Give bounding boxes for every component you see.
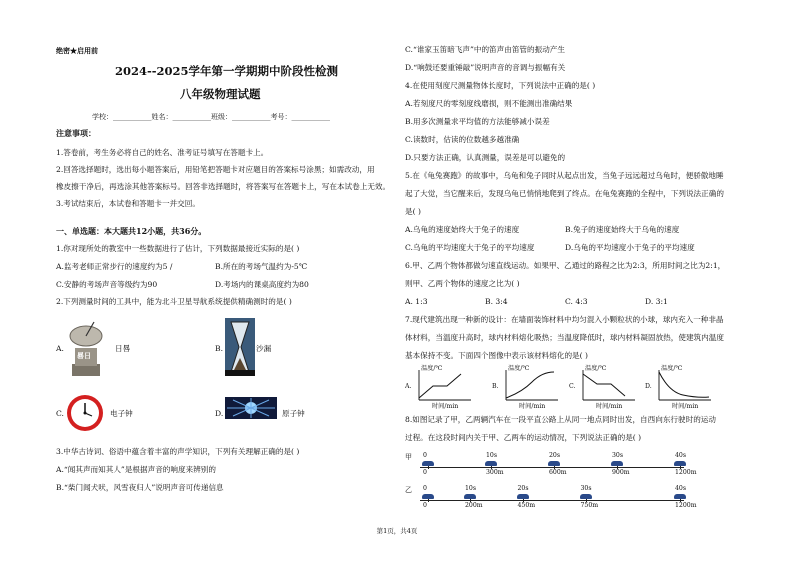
q6-option-b: B. 3:4	[485, 297, 508, 306]
sundial-image	[66, 316, 106, 378]
q7-stem-line: 体材料，当温度升高时，球内材料熔化吸热；当温度降低时，球内材料凝固放热，使建筑内温度	[405, 333, 724, 342]
q8-stem-line: 过程。在这段时间内关于甲、乙两车的运动情况，下列说法正确的是( )	[405, 433, 642, 442]
q8-tick	[491, 466, 492, 469]
q7-graph-d	[655, 368, 713, 402]
q7-option-c-letter: C.	[569, 383, 576, 390]
q2-label-c: 电子钟	[110, 409, 133, 418]
q6-option-a: A. 1:3	[405, 297, 428, 306]
q8-tick	[586, 499, 587, 502]
q8-road-yi	[420, 500, 684, 501]
q7-stem-line: 基本保持不变。下面四个图像中表示该材料熔化的是( )	[405, 351, 588, 360]
q1-option-c: C.安静的考场声音等级约为90	[56, 280, 158, 289]
q4-option-c: C.读数时，估读的位数越多越准确	[405, 135, 520, 144]
hourglass-image	[225, 318, 255, 376]
section-title: 一、单选题：本大题共12小题，共36分。	[56, 226, 207, 236]
q8-distance-label: 300m	[486, 469, 504, 476]
q8-time-label: 30s	[612, 452, 624, 459]
q7-y-axis-label: 温度/℃	[508, 365, 530, 372]
q7-stem-line: 7.现代建筑出现一种新的设计：在墙面装饰材料中均匀混入小颗粒状的小球，球内充入一种非晶	[405, 315, 724, 324]
q1-stem: 1.你对现所处的教室中一些数据进行了估计，下列数据最接近实际的是( )	[56, 244, 300, 253]
q7-x-axis-label: 时间/min	[672, 403, 699, 410]
q2-letter-b: B.	[215, 344, 223, 353]
q1-option-b: B.所在的考场气温约为-5℃	[215, 262, 308, 271]
q6-option-d: D. 3:1	[645, 297, 668, 306]
q7-x-axis-label: 时间/min	[432, 403, 459, 410]
q2-label-b: 沙漏	[256, 344, 272, 353]
q7-x-axis-label: 时间/min	[519, 403, 546, 410]
electronic-clock-image	[66, 394, 104, 432]
q5-stem-line: 是( )	[405, 207, 421, 216]
q8-road-jia	[420, 467, 684, 468]
q7-y-axis-label: 温度/℃	[661, 365, 683, 372]
exam-subtitle: 八年级物理试题	[180, 87, 261, 101]
q8-tick	[554, 466, 555, 469]
q2-stem: 2.下列测量时间的工具中，能为北斗卫星导航系统提供精确测时的是( )	[56, 297, 292, 306]
q8-tick	[470, 499, 471, 502]
q8-distance-label: 600m	[549, 469, 567, 476]
q8-time-label: 40s	[675, 452, 687, 459]
q8-time-label: 0	[423, 485, 427, 492]
q8-distance-label: 1200m	[675, 469, 697, 476]
q8-car-label-jia: 甲	[405, 453, 412, 461]
q8-tick	[680, 499, 681, 502]
q8-time-label: 10s	[465, 485, 477, 492]
q8-time-label: 20s	[549, 452, 561, 459]
q2-label-d: 原子钟	[282, 409, 305, 418]
q8-tick	[680, 466, 681, 469]
q4-option-b: B.用多次测量求平均值的方法能够减小误差	[405, 117, 550, 126]
q3-option-c: C.“谁家玉笛暗飞声”中的笛声由笛管的振动产生	[405, 45, 565, 54]
notice-item: 1.答卷前，考生务必将自己的姓名、准考证号填写在答题卡上。	[56, 148, 269, 157]
q8-stem-line: 8.如图记录了甲，乙两辆汽车在一段平直公路上从同一地点同时出发，自西向东行驶时的运动	[405, 415, 716, 424]
notice-item: 3.考试结束后，本试卷和答题卡一并交回。	[56, 199, 200, 208]
q7-y-axis-label: 温度/℃	[585, 365, 607, 372]
q3-option-b: B.“柴门闻犬吠，风雪夜归人”说明声音可传递信息	[56, 483, 224, 492]
q8-distance-label: 1200m	[675, 502, 697, 509]
q5-option-d: D.乌龟的平均速度小于兔子的平均速度	[565, 243, 695, 252]
q8-time-label: 0	[423, 452, 427, 459]
q7-option-d-letter: D.	[645, 383, 652, 390]
q2-letter-c: C.	[56, 409, 64, 418]
q4-option-a: A.若刻度尺的零刻度线磨损，则不能测出准确结果	[405, 99, 573, 108]
student-info-line: 学校：___________姓名：___________班级：___________考号：___________	[92, 113, 330, 121]
q6-stem-line: 6.甲、乙两个物体都做匀速直线运动。如果甲、乙通过的路程之比为2:3，所用时间之比为2:1，	[405, 261, 726, 270]
q8-distance-label: 0	[423, 469, 427, 476]
q8-distance-label: 0	[423, 502, 427, 509]
q7-graph-c	[579, 368, 637, 402]
q8-time-label: 40s	[675, 485, 687, 492]
q6-stem-line: 则甲、乙两个物体的速度之比为( )	[405, 279, 520, 288]
q3-option-d: D.“响鼓还要重锤敲”说明声音的音调与振幅有关	[405, 63, 566, 72]
q1-option-d: D.考场内的课桌高度约为80	[215, 280, 309, 289]
q8-car-label-yi: 乙	[405, 486, 412, 494]
q8-tick	[428, 466, 429, 469]
q8-time-label: 10s	[486, 452, 498, 459]
secret-mark: 绝密★启用前	[56, 46, 98, 55]
page-footer: 第1页，共4页	[376, 527, 418, 535]
q7-option-b-letter: B.	[492, 383, 499, 390]
q1-option-a: A.监考老师正常步行的速度约为5 /	[56, 262, 173, 271]
q4-stem: 4.在使用刻度尺测量物体长度时，下列说法中正确的是( )	[405, 81, 596, 90]
exam-title: 2024--2025学年第一学期期中阶段性检测	[115, 64, 339, 78]
q8-time-label: 30s	[580, 485, 592, 492]
q2-label-a: 日晷	[115, 344, 131, 353]
notice-item: 2.回答选择题时，选出每小题答案后，用铅笔把答题卡对应题目的答案标号涂黑；如需改动，用	[56, 165, 375, 174]
q7-y-axis-label: 温度/℃	[421, 365, 443, 372]
q3-stem: 3.中华古诗词、俗语中蕴含着丰富的声学知识，下列有关理解正确的是( )	[56, 447, 300, 456]
atomic-clock-image	[225, 397, 277, 419]
q7-option-a-letter: A.	[405, 383, 412, 390]
q8-distance-label: 450m	[517, 502, 536, 509]
q5-stem-line: 5.在《龟兔赛跑》的故事中，乌龟和兔子同时从起点出发，当兔子远远超过乌龟时，便骄傲地睡	[405, 171, 724, 180]
notice-item: 橡皮擦干净后，再选涂其他答案标号。回答非选择题时，将答案写在答题卡上，写在本试卷上无效。	[56, 182, 391, 191]
q5-option-c: C.乌龟的平均速度大于兔子的平均速度	[405, 243, 535, 252]
q7-graph-b	[502, 368, 560, 402]
q5-option-b: B.兔子的速度始终大于乌龟的速度	[565, 225, 680, 234]
sundial-dial-text: 晷日	[77, 351, 91, 360]
q4-option-d: D.只要方法正确，认真测量，误差是可以避免的	[405, 153, 566, 162]
q8-tick	[428, 499, 429, 502]
q5-stem-line: 起了大觉，当它醒来后，发现乌龟已悄悄地爬到了终点。在龟兔赛跑的全程中，下列说法正确的	[405, 189, 724, 198]
q8-tick	[617, 466, 618, 469]
q8-tick	[523, 499, 524, 502]
q8-distance-label: 900m	[612, 469, 630, 476]
q8-distance-label: 750m	[580, 502, 599, 509]
q8-distance-label: 200m	[465, 502, 483, 509]
q3-option-a: A.“闻其声而知其人”是根据声音的响度来辨别的	[56, 465, 216, 474]
q8-time-label: 20s	[517, 485, 529, 492]
q2-letter-d: D.	[215, 409, 224, 418]
q7-x-axis-label: 时间/min	[596, 403, 623, 410]
q7-graph-a	[415, 368, 473, 402]
notice-title: 注意事项：	[56, 128, 96, 138]
q6-option-c: C. 4:3	[565, 297, 588, 306]
q2-letter-a: A.	[56, 344, 64, 353]
q5-option-a: A.乌龟的速度始终大于兔子的速度	[405, 225, 520, 234]
